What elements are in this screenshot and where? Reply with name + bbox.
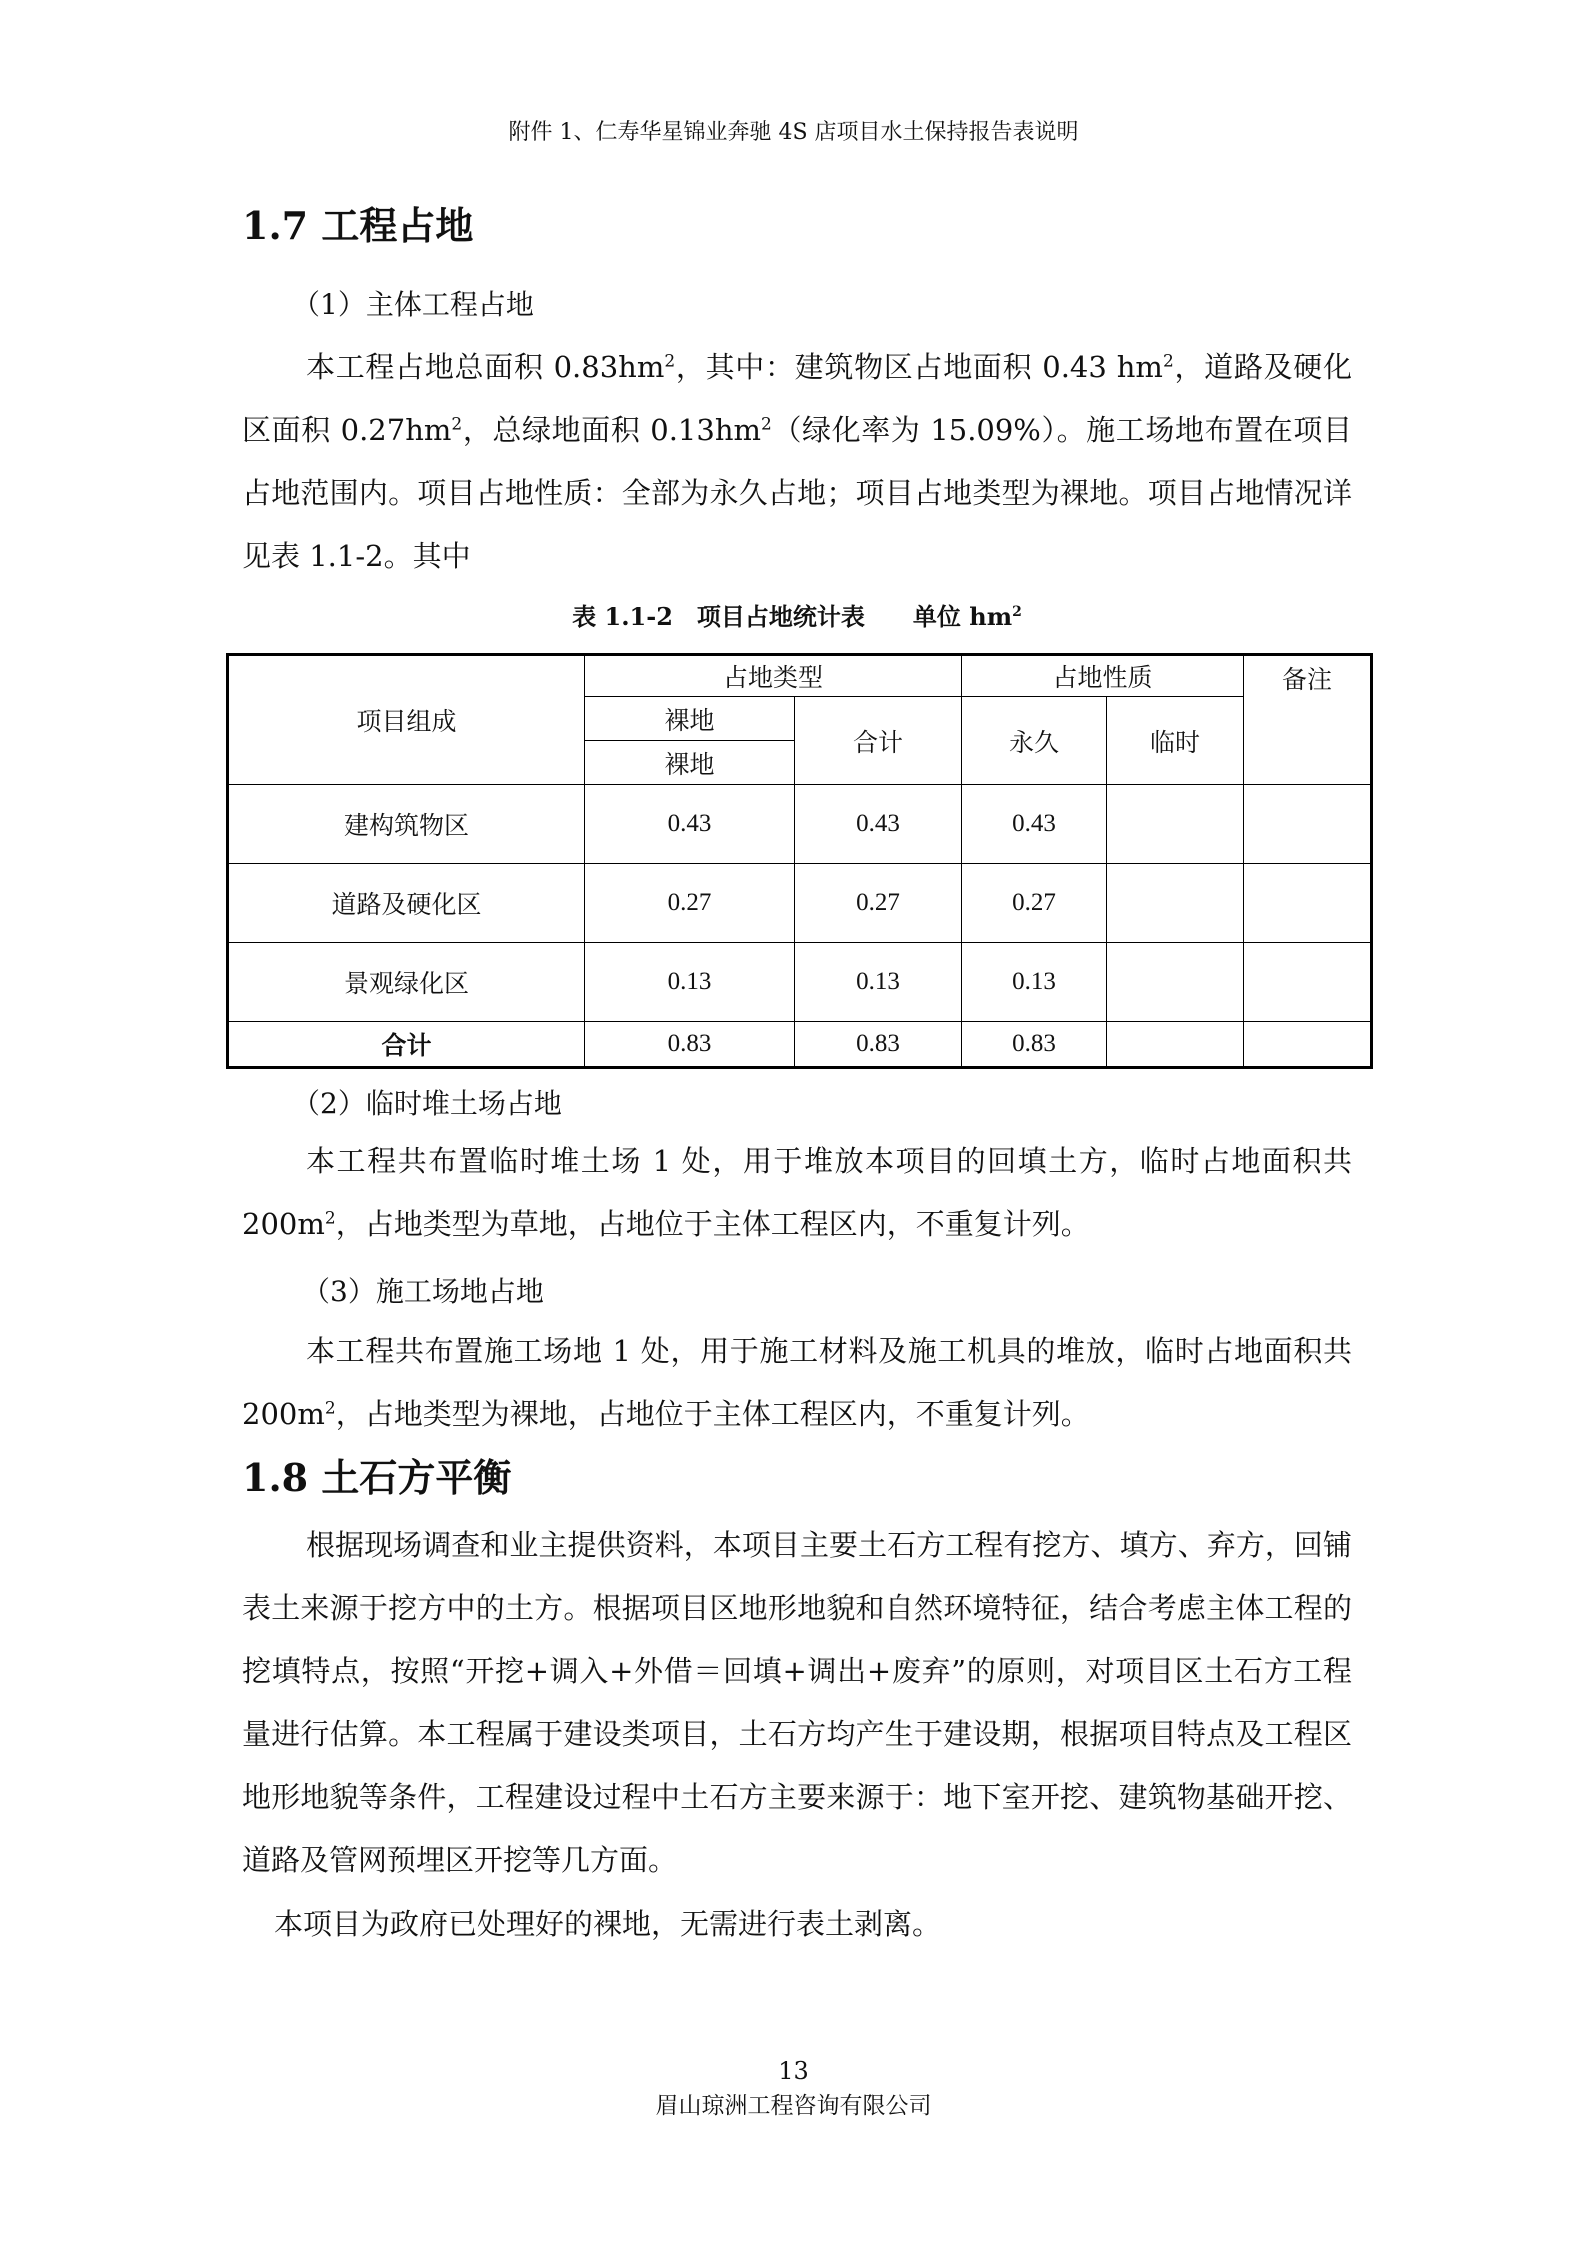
table-row (228, 943, 1372, 1022)
paragraph-temp-soil: 本工程共布置临时堆土场 1 处，用于堆放本项目的回填土方，临时占地面积共 $200m^2$，占地类型为草地，占地位于主体工程区内，不重复计列。 (242, 1144, 1352, 1241)
cell-total: 0.13 (795, 943, 962, 1022)
land-occupation-table (226, 653, 1373, 1069)
cell-bare: 0.27 (585, 864, 795, 943)
cell-total: 0.27 (795, 864, 962, 943)
cell-bare: 0.13 (585, 943, 795, 1022)
paragraph-main-works: 本工程占地总面积 $0.83hm^2$，其中：建筑物区占地面积 0.43 $hm^2$，道路及硬化区面积 $0.27hm^2$，总绿地面积 $0.13hm^2$（绿化率为 15.09%）。施工场地布置在项目占地范围内。项目占地性质：全部为永久占地；项目占地类型为裸地。项目占地情况详见表 1.1-2。其中 (242, 350, 1353, 573)
header-remarks: 备注 (1244, 655, 1372, 785)
cell-remark (1244, 1022, 1372, 1068)
cell-temporary (1107, 864, 1244, 943)
cell-temporary (1107, 1022, 1244, 1068)
row-name: 建构筑物区 (228, 785, 585, 864)
page-number: 13 (778, 2057, 809, 2085)
company-name: 眉山琼洲工程咨询有限公司 (655, 2093, 932, 2119)
subheading-construction-site: （3）施工场地占地 (302, 1275, 544, 1308)
header-subtotal: 合计 (795, 697, 962, 785)
cell-permanent: 0.27 (962, 864, 1107, 943)
subheading-temp-soil: （2）临时堆土场占地 (292, 1087, 562, 1120)
cell-permanent: 0.43 (962, 785, 1107, 864)
paragraph-earthwork: 根据现场调查和业主提供资料，本项目主要土石方工程有挖方、填方、弃方，回铺表土来源于挖方中的土方。根据项目区地形地貌和自然环境特征，结合考虑主体工程的挖填特点，按照“开挖+调入+外借＝回填+调出+废弃”的原则，对项目区土石方工程量进行估算。本工程属于建设类项目，土石方均产生于建设期，根据项目特点及工程区地形地貌等条件，工程建设过程中土石方主要来源于：地下室开挖、建筑物基础开挖、道路及管网预埋区开挖等几方面。 (242, 1528, 1352, 1877)
cell-remark (1244, 943, 1372, 1022)
paragraph-construction-site: 本工程共布置施工场地 1 处，用于施工材料及施工机具的堆放，临时占地面积共 $200m^2$，占地类型为裸地，占地位于主体工程区内，不重复计列。 (242, 1334, 1352, 1431)
cell-total: 0.43 (795, 785, 962, 864)
row-name: 合计 (228, 1022, 585, 1068)
header-permanent: 永久 (962, 697, 1107, 785)
running-header: 附件 1、仁寿华星锦业奔驰 4S 店项目水土保持报告表说明 (508, 120, 1079, 145)
header-land-nature: 占地性质 (962, 655, 1244, 697)
section-title-1-8: 1.8 土石方平衡 (242, 1455, 512, 1500)
cell-permanent: 0.13 (962, 943, 1107, 1022)
cell-total: 0.83 (795, 1022, 962, 1068)
table-caption: 表 1.1-2 项目占地统计表 单位 $hm^2$ (572, 602, 1022, 631)
header-bare-land-sub: 裸地 (585, 741, 795, 785)
cell-permanent: 0.83 (962, 1022, 1107, 1068)
cell-temporary (1107, 785, 1244, 864)
header-temporary: 临时 (1107, 697, 1244, 785)
table-row (228, 785, 1372, 864)
header-component: 项目组成 (228, 655, 585, 785)
paragraph-topsoil: 本项目为政府已处理好的裸地，无需进行表土剥离。 (274, 1907, 942, 1941)
cell-temporary (1107, 943, 1244, 1022)
subheading-main-works: （1）主体工程占地 (292, 288, 534, 321)
table-row-total (228, 1022, 1372, 1068)
header-land-type: 占地类型 (585, 655, 962, 697)
row-name: 景观绿化区 (228, 943, 585, 1022)
table-row (228, 864, 1372, 943)
section-title-1-7: 1.7 工程占地 (242, 203, 474, 248)
cell-bare: 0.83 (585, 1022, 795, 1068)
cell-remark (1244, 864, 1372, 943)
header-bare-land: 裸地 (585, 697, 795, 741)
cell-remark (1244, 785, 1372, 864)
cell-bare: 0.43 (585, 785, 795, 864)
row-name: 道路及硬化区 (228, 864, 585, 943)
